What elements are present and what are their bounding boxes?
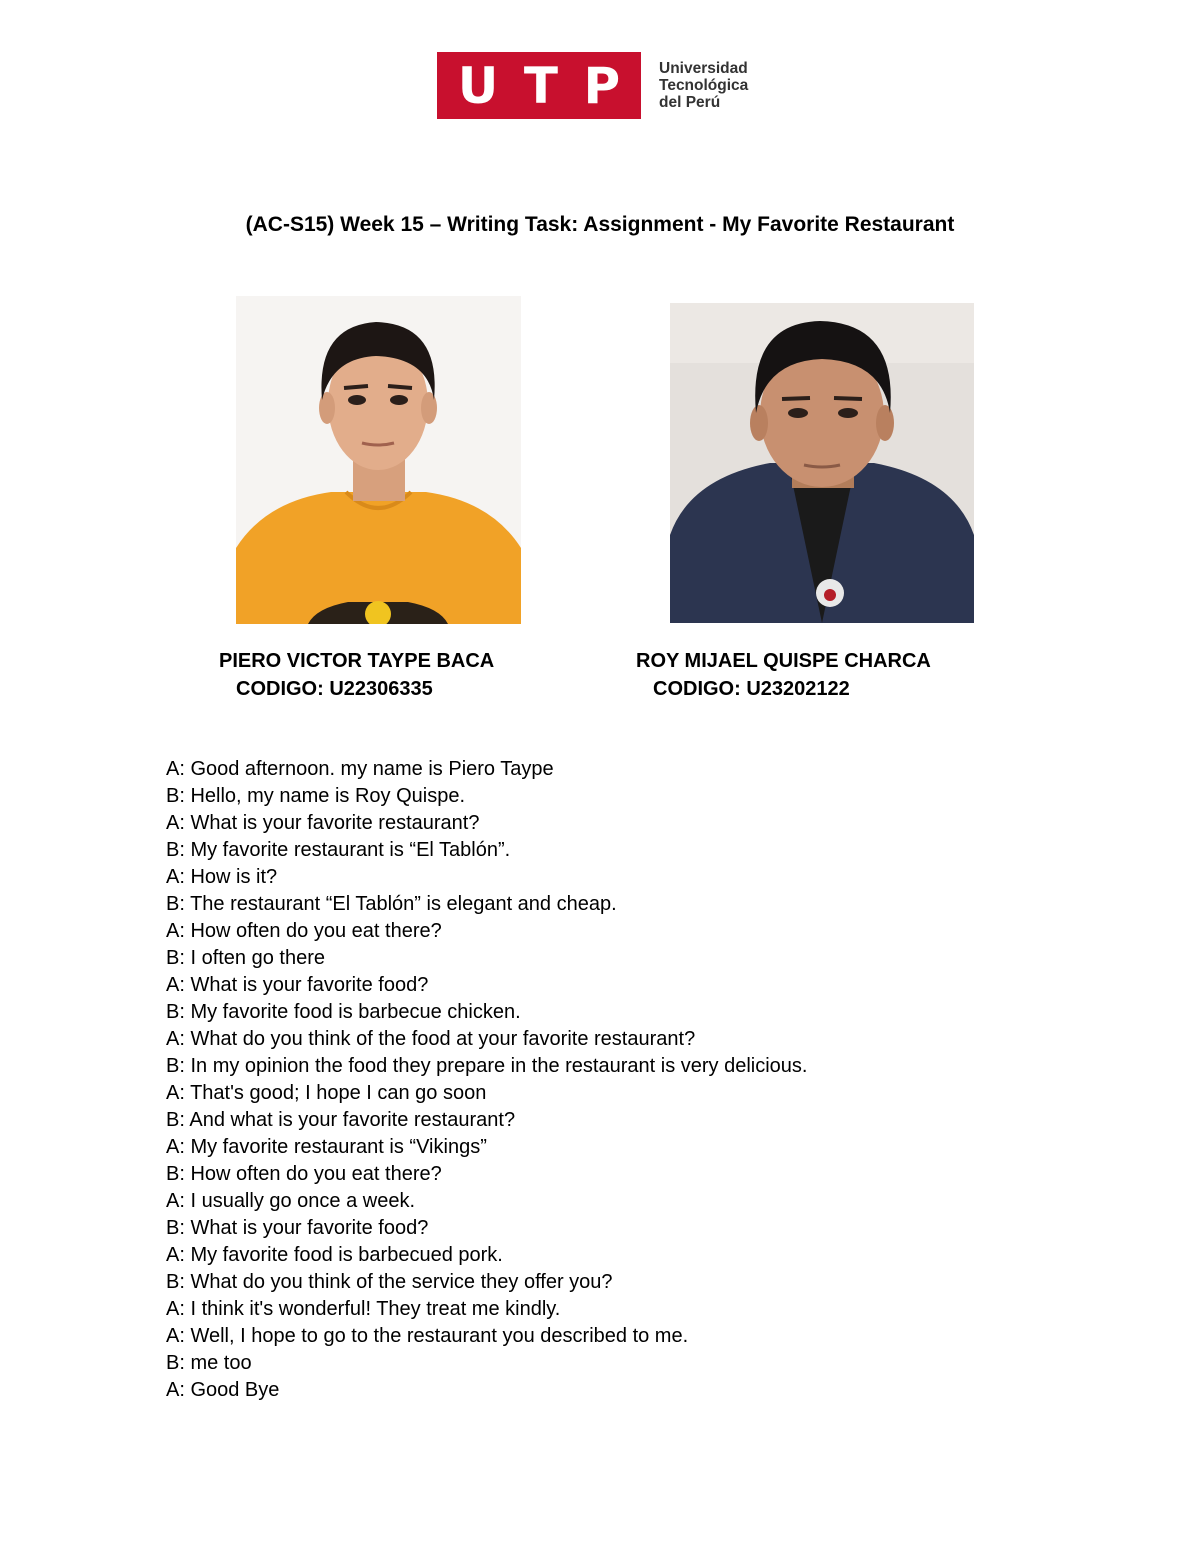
student-code: CODIGO: U23202122 [653, 678, 850, 700]
logo-text-line: del Perú [659, 94, 721, 111]
dialogue-line: B: me too [166, 1352, 252, 1374]
dialogue-line: A: How often do you eat there? [166, 920, 442, 942]
dialogue-line: B: Hello, my name is Roy Quispe. [166, 785, 465, 807]
dialogue-line: A: That's good; I hope I can go soon [166, 1082, 487, 1104]
dialogue-line: A: What do you think of the food at your favorite restaurant? [166, 1028, 696, 1050]
dialogue-line: A: Good afternoon. my name is Piero Taype [166, 758, 554, 780]
logo-text-line: Universidad [659, 60, 748, 77]
dialogue-line: A: I usually go once a week. [166, 1190, 416, 1212]
dialogue-line: B: What is your favorite food? [166, 1217, 429, 1239]
utp-logo-mark [437, 52, 641, 119]
student-info-roy [636, 647, 931, 703]
dialogue-line: A: How is it? [166, 866, 278, 888]
dialogue-line: A: What is your favorite restaurant? [166, 812, 480, 834]
utp-logo [437, 52, 748, 119]
document-title: (AC-S15) Week 15 – Writing Task: Assignment - My Favorite Restaurant [245, 213, 955, 236]
student-code: CODIGO: U22306335 [236, 678, 433, 700]
utp-logo-wordmark [659, 60, 748, 111]
dialogue-line: A: Good Bye [166, 1379, 280, 1401]
logo-text-line: Tecnológica [659, 77, 749, 94]
dialogue-line: A: My favorite restaurant is “Vikings” [166, 1136, 487, 1158]
student-photo-roy [670, 303, 974, 623]
logo-letter-t: T [523, 56, 559, 115]
dialogue-line: A: My favorite food is barbecued pork. [166, 1244, 503, 1266]
dialogue-line: B: My favorite food is barbecue chicken. [166, 1001, 521, 1023]
dialogue-line: A: Well, I hope to go to the restaurant you described to me. [166, 1325, 689, 1347]
student-photo-piero [236, 296, 521, 624]
dialogue-line: B: What do you think of the service they offer you? [166, 1271, 613, 1293]
logo-letter-u: U [457, 56, 499, 115]
dialogue-line: A: What is your favorite food? [166, 974, 429, 996]
dialogue-line: B: My favorite restaurant is “El Tablón”. [166, 839, 511, 861]
student-info-piero [219, 647, 494, 703]
dialogue-line: B: In my opinion the food they prepare in the restaurant is very delicious. [166, 1055, 808, 1077]
student-name: ROY MIJAEL QUISPE CHARCA [636, 650, 931, 672]
dialogue-line: B: And what is your favorite restaurant? [166, 1109, 516, 1131]
dialogue-line: B: I often go there [166, 947, 325, 969]
logo-letter-p: P [583, 56, 621, 115]
dialogue-line: A: I think it's wonderful! They treat me kindly. [166, 1298, 561, 1320]
dialogue [166, 756, 807, 1404]
dialogue-line: B: How often do you eat there? [166, 1163, 442, 1185]
dialogue-line: B: The restaurant “El Tablón” is elegant and cheap. [166, 893, 617, 915]
student-name: PIERO VICTOR TAYPE BACA [219, 650, 495, 672]
